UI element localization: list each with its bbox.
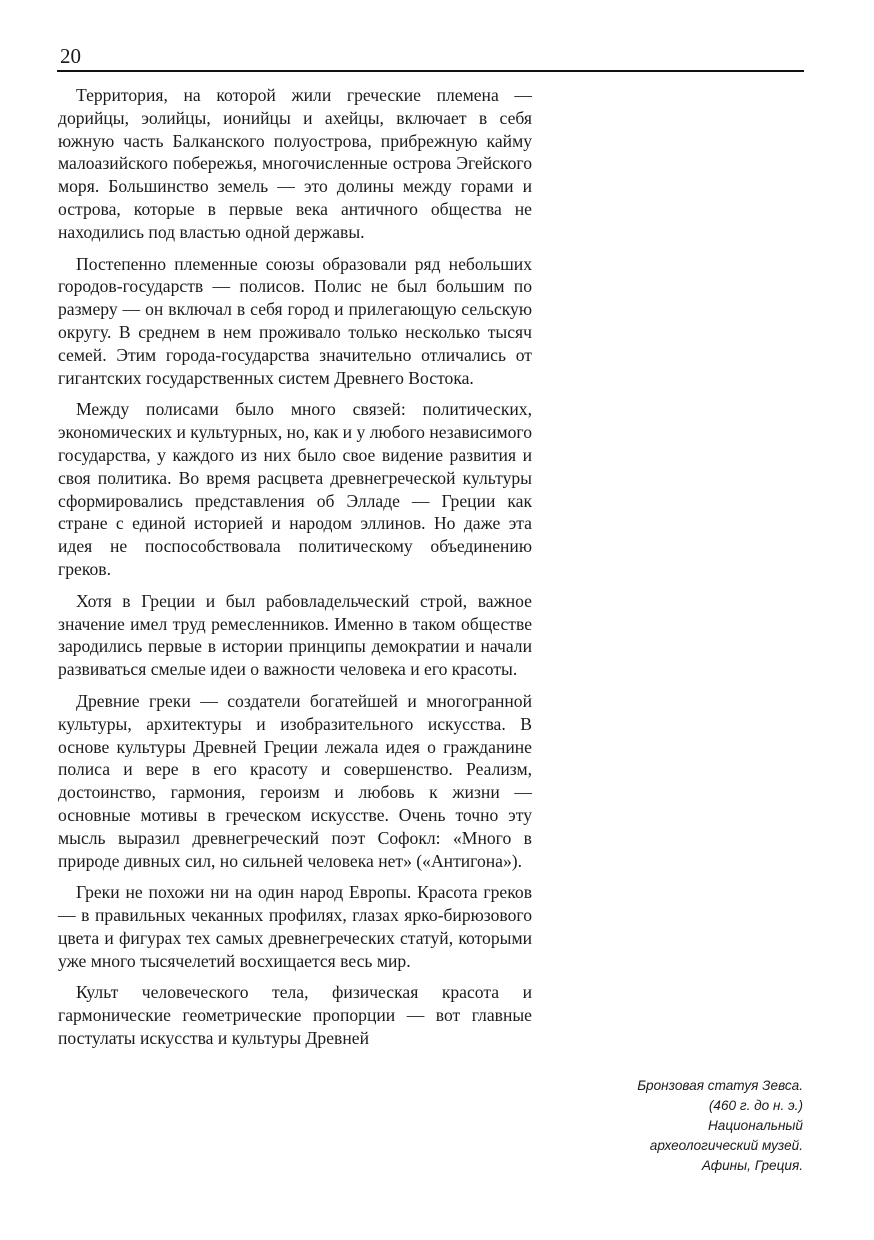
image-caption: [560, 1076, 803, 1176]
paragraph-6: Греки не похожи ни на один народ Европы. Красота греков — в правильных чеканных профилях, глазах ярко-бирюзового цвета и фигурах тех самых древнегреческих статуй, которыми уже много тысячелетий восхищается весь мир.: [58, 882, 532, 971]
paragraph-5: Древние греки — создатели богатейшей и многогранной культуры, архитектуры и изобразительного искусства. В основе культуры Древней Греции лежала идея о гражданине полиса и вере в его красоту и совершенство. Реализм, достоинство, гармония, героизм и любовь к жизни — основные мотивы в греческом искусстве. Очень точно эту мысль выразил древнегреческий поэт Софокл: «Много в природе дивных сил, но сильней человека нет» («Антигона»).: [58, 690, 532, 871]
paragraph-2: Постепенно племенные союзы образовали ряд небольших городов-государств — полисов. Полис не был большим по размеру — он включал в себя город и прилегающую сельскую округу. В среднем в нем проживало только несколько тысяч семей. Этим города-государства значительно отличались от гигантских государственных систем Древнего Востока.: [58, 253, 532, 388]
caption-line-4: археологический музей.: [649, 1138, 803, 1153]
caption-line-2: (460 г. до н. э.): [708, 1098, 803, 1113]
main-text-column: [58, 84, 532, 1059]
page-number: 20: [60, 44, 81, 68]
caption-line-1: Бронзовая статуя Зевса.: [637, 1078, 803, 1093]
caption-line-3: Национальный: [707, 1118, 803, 1133]
paragraph-1: Территория, на которой жили греческие племена — дорийцы, эолийцы, ионийцы и ахейцы, включает в себя южную часть Балканского полуострова, прибрежную кайму малоазийского побережья, многочисленные острова Эгейского моря. Большинство земель — это долины между горами и острова, которые в первые века античного общества не находились под властью одной державы.: [58, 85, 532, 242]
paragraph-3: Между полисами было много связей: политических, экономических и культурных, но, как и у любого независимого государства, у каждого из них было свое видение развития и своя политика. Во время расцвета древнегреческой культуры сформировались представления об Элладе — Греции как стране с единой историей и народом эллинов. Но даже эта идея не поспособствовала политическому объединению греков.: [58, 399, 532, 579]
paragraph-4: Хотя в Греции и был рабовладельческий строй, важное значение имел труд ремесленников. Именно в таком обществе зародились первые в истории принципы демократии и начали развиваться смелые идеи о важности человека и его красоты.: [58, 590, 532, 680]
header-rule: [57, 70, 804, 72]
paragraph-7: Культ человеческого тела, физическая красота и гармонические геометрические пропорции — вот главные постулаты искусства и культуры Древней: [58, 982, 532, 1049]
caption-line-5: Афины, Греция.: [701, 1158, 803, 1173]
